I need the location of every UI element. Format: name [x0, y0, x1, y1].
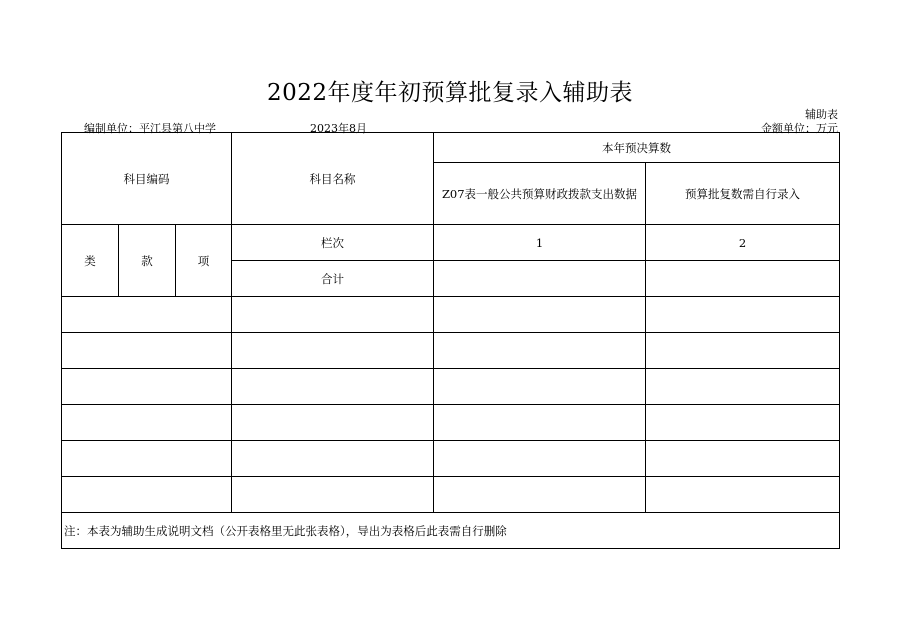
table-cell[interactable]	[646, 297, 840, 333]
table-row	[62, 297, 840, 333]
total-cell-2[interactable]	[646, 261, 840, 297]
date-label: 2023年8月	[310, 122, 367, 135]
money-unit-label: 金额单位：万元	[761, 122, 838, 135]
column-header-name: 科目名称	[232, 133, 434, 225]
table-cell[interactable]	[434, 297, 646, 333]
sub-header-kuan: 款	[119, 225, 176, 297]
page-title: 2022年度年初预算批复录入辅助表	[266, 80, 634, 106]
table-cell[interactable]	[434, 441, 646, 477]
table-cell[interactable]	[62, 297, 232, 333]
table-cell[interactable]	[646, 405, 840, 441]
table-cell[interactable]	[232, 297, 434, 333]
lanci-2: 2	[646, 225, 840, 261]
header-row-1	[62, 133, 840, 163]
form-code-label: 辅助表	[805, 108, 838, 121]
lanci-1: 1	[434, 225, 646, 261]
table-cell[interactable]	[232, 369, 434, 405]
unit-label: 编制单位：平江县第八中学	[84, 122, 216, 135]
budget-table	[61, 132, 840, 549]
table-cell[interactable]	[62, 405, 232, 441]
table-cell[interactable]	[62, 441, 232, 477]
table-cell[interactable]	[434, 477, 646, 513]
sub-header-xiang: 项	[176, 225, 232, 297]
table-row	[62, 369, 840, 405]
table-cell[interactable]	[646, 441, 840, 477]
table-row	[62, 441, 840, 477]
table-cell[interactable]	[232, 405, 434, 441]
table-cell[interactable]	[434, 333, 646, 369]
table-row	[62, 405, 840, 441]
total-cell-1[interactable]	[434, 261, 646, 297]
table-cell[interactable]	[62, 333, 232, 369]
column-header-group: 本年预决算数	[434, 133, 840, 163]
table-cell[interactable]	[646, 369, 840, 405]
table-note: 注：本表为辅助生成说明文档（公开表格里无此张表格），导出为表格后此表需自行删除	[62, 513, 840, 549]
table-cell[interactable]	[646, 477, 840, 513]
column-header-approval: 预算批复数需自行录入	[646, 163, 840, 225]
table-cell[interactable]	[62, 369, 232, 405]
table-cell[interactable]	[646, 333, 840, 369]
total-label: 合计	[232, 261, 434, 297]
table-row	[62, 477, 840, 513]
lanci-row	[62, 225, 840, 261]
sub-header-lei: 类	[62, 225, 119, 297]
lanci-label: 栏次	[232, 225, 434, 261]
table-cell[interactable]	[232, 477, 434, 513]
table-cell[interactable]	[232, 333, 434, 369]
table-cell[interactable]	[232, 441, 434, 477]
table-cell[interactable]	[62, 477, 232, 513]
table-cell[interactable]	[434, 405, 646, 441]
column-header-code: 科目编码	[62, 133, 232, 225]
table-row	[62, 333, 840, 369]
table-cell[interactable]	[434, 369, 646, 405]
column-header-z07: Z07表一般公共预算财政拨款支出数据	[434, 163, 646, 225]
note-row	[62, 513, 840, 549]
